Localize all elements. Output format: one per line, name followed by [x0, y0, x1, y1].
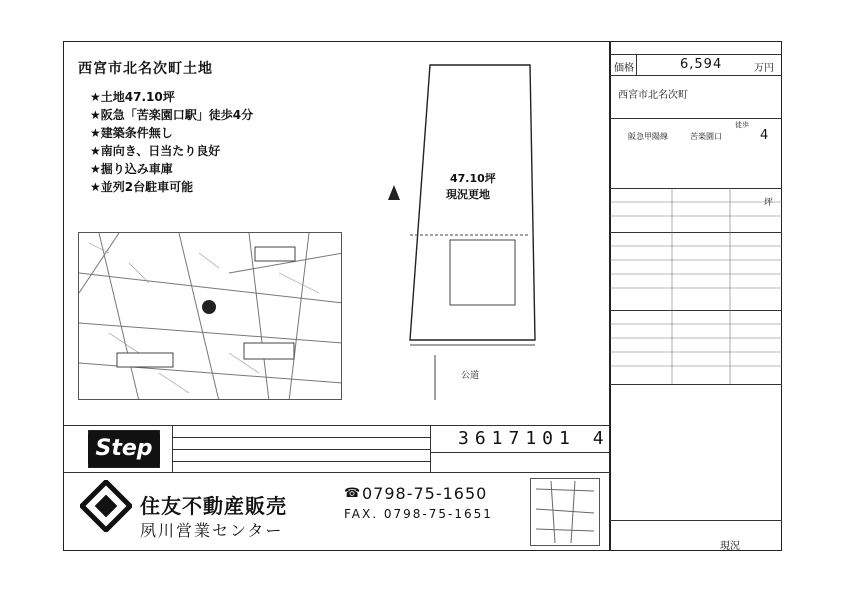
divider-bottom-band	[63, 425, 610, 426]
band-divider	[430, 425, 431, 472]
company-fax: FAX. 0798-75-1651	[344, 507, 493, 521]
sheet-location: 西宮市北名次町	[618, 90, 688, 101]
feature-item: ★阪急「苦楽園口駅」徒歩4分	[90, 108, 254, 122]
site-marker-icon	[202, 300, 216, 314]
sheet-grid	[610, 188, 782, 388]
sheet-table-unit: 坪	[764, 198, 774, 208]
feature-item: ★南向き、日当たり良好	[90, 144, 221, 158]
property-title: 西宮市北名次町土地	[78, 61, 213, 77]
property-code: 3617101 4	[458, 428, 610, 449]
price-value: 6,594	[680, 57, 723, 72]
station-walk-minutes: 4	[760, 128, 769, 143]
feature-item: ★建築条件無し	[90, 126, 173, 140]
band-row-line	[172, 461, 430, 462]
station-walk-label: 徒歩	[735, 121, 749, 129]
area-map	[78, 232, 342, 400]
site-status-label: 現況更地	[446, 188, 490, 201]
band-row-line	[172, 437, 430, 438]
company-tel: 0798-75-1650	[362, 484, 488, 503]
site-area-label: 47.10坪	[450, 172, 496, 185]
feature-item: ★掘り込み車庫	[90, 162, 173, 176]
station-line: 阪急甲陽線	[628, 132, 668, 141]
company-qr-map	[530, 478, 600, 546]
divider-company	[63, 472, 610, 473]
band-row-line	[172, 449, 430, 450]
road-label: 公道	[461, 371, 480, 381]
north-arrow-icon	[388, 185, 400, 200]
feature-list	[90, 88, 370, 196]
price-unit: 万円	[754, 63, 774, 74]
band-row-line	[430, 452, 610, 453]
sheet-bottom-status: 現況	[720, 541, 740, 552]
station-name: 苦楽園口	[690, 132, 722, 141]
site-plan-graphic	[370, 55, 560, 405]
phone-icon: ☎	[344, 486, 361, 501]
site-plan	[370, 55, 560, 405]
company-logo-icon	[80, 480, 132, 532]
sheet-row-line	[610, 520, 782, 521]
sheet-row-line	[610, 118, 782, 119]
feature-item: ★並列2台駐車可能	[90, 180, 194, 194]
sheet-col-line	[636, 54, 637, 75]
feature-item: ★土地47.10坪	[90, 90, 175, 104]
price-label: 価格	[614, 63, 634, 74]
map-graphic	[79, 233, 342, 400]
company-branch: 夙川営業センター	[140, 521, 284, 540]
sheet-row-line	[610, 75, 782, 76]
company-name: 住友不動産販売	[140, 494, 287, 518]
step-badge-label: Step	[88, 434, 160, 464]
